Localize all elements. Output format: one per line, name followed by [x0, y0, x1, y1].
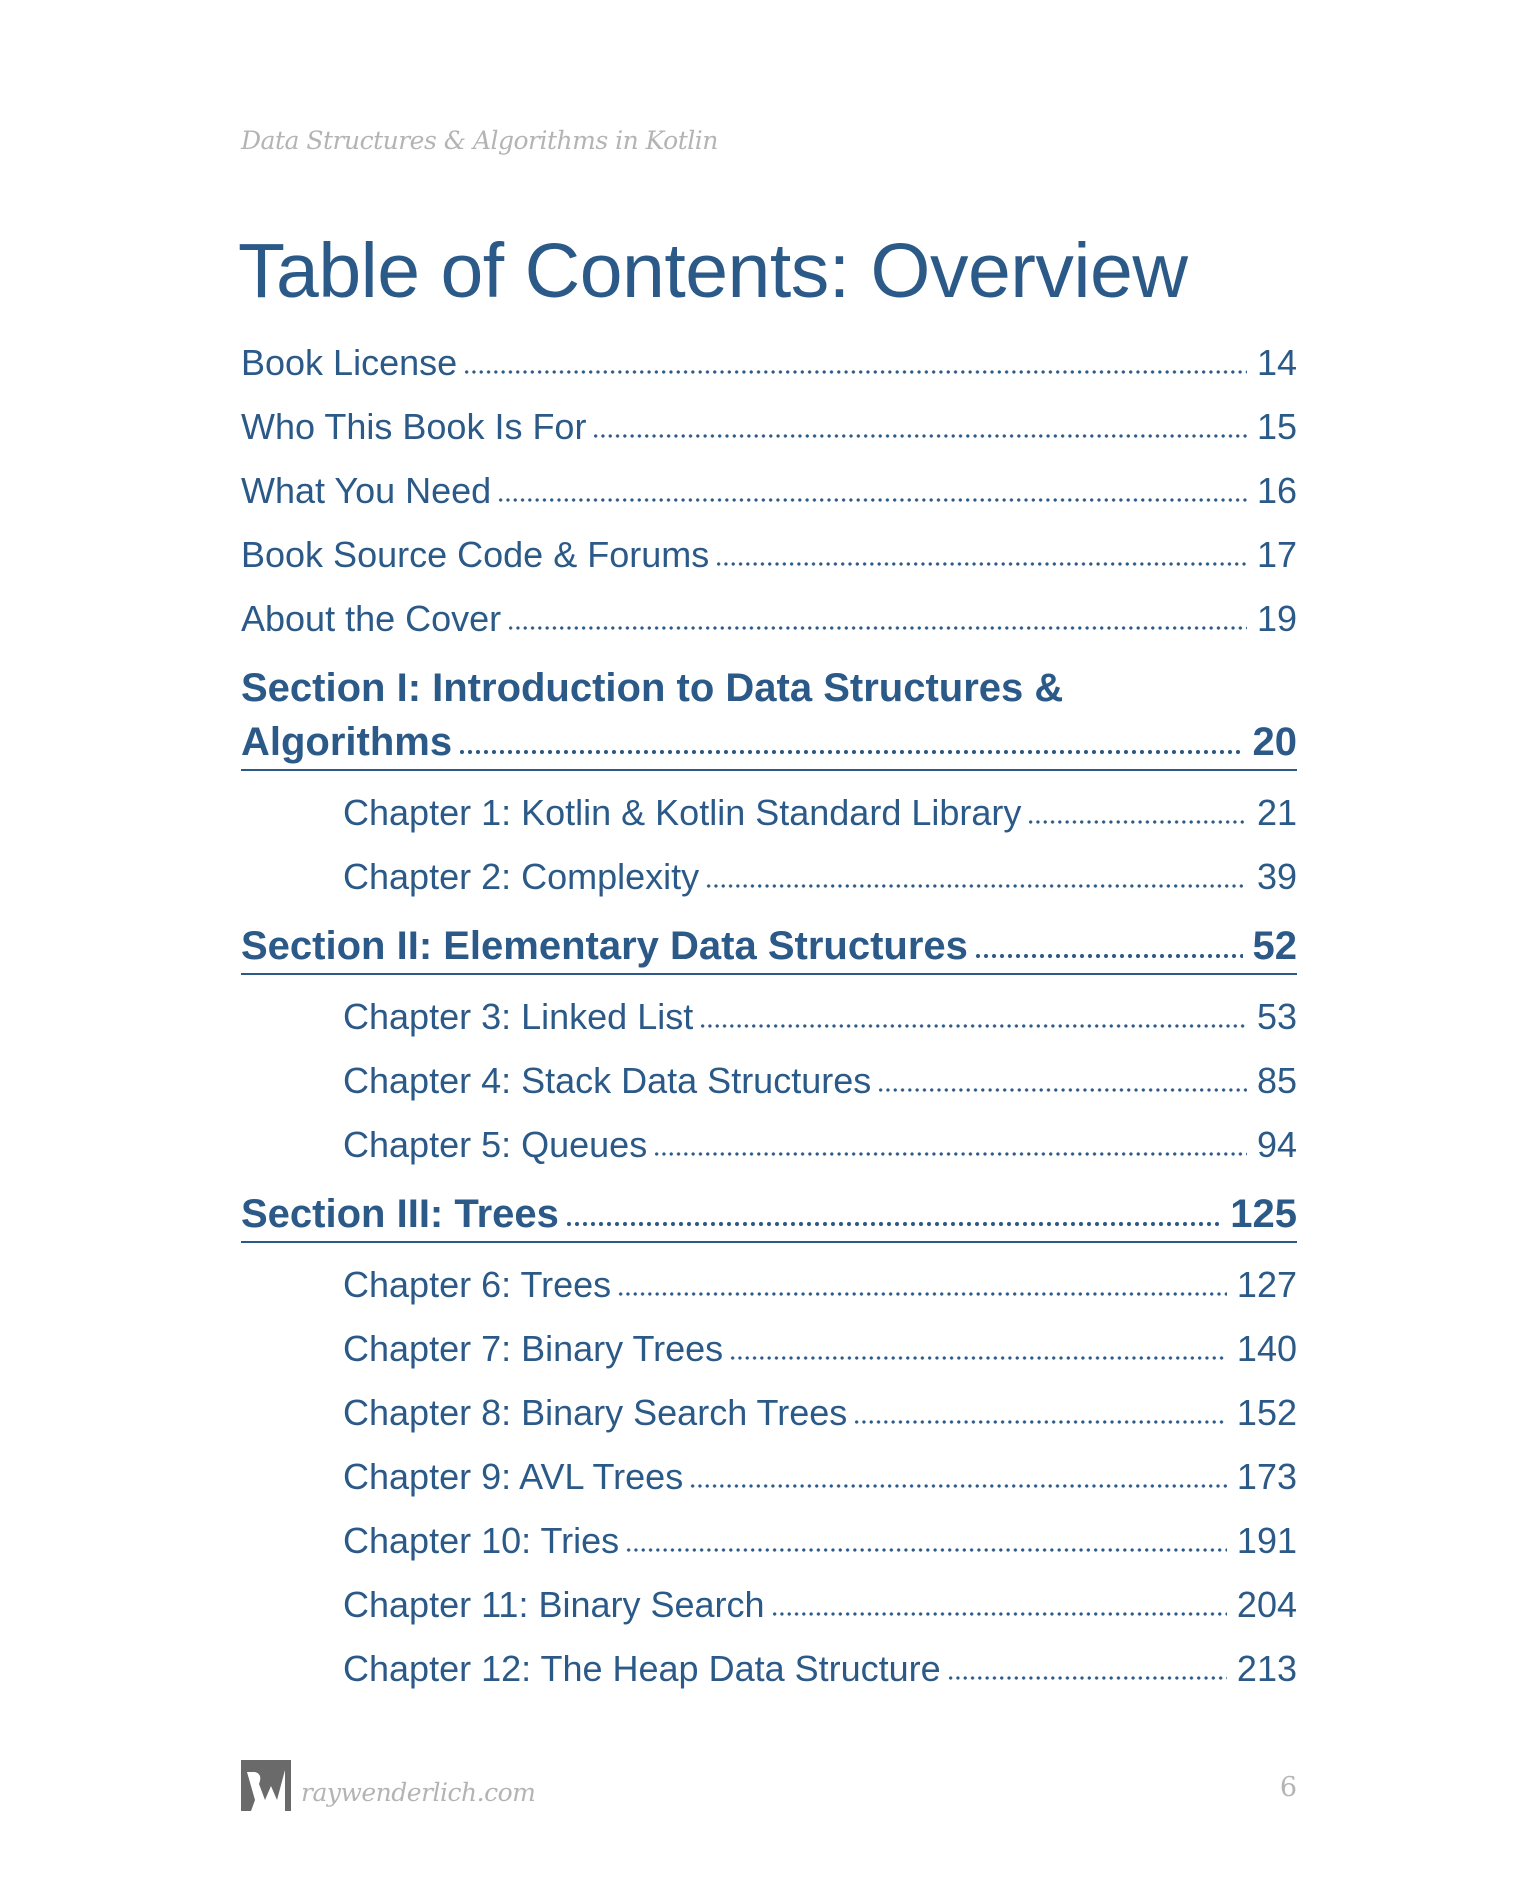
section-title: Section III: Trees — [241, 1192, 559, 1236]
raywenderlich-logo-icon[interactable] — [241, 1760, 291, 1811]
dot-leader — [715, 561, 1247, 567]
section-page: 20 — [1252, 720, 1297, 764]
dot-leader — [625, 1547, 1227, 1553]
entry-page: 204 — [1236, 1584, 1297, 1625]
dot-leader — [1027, 819, 1247, 825]
entry-label: Chapter 11: Binary Search — [343, 1584, 765, 1625]
entry-label: Chapter 6: Trees — [343, 1264, 612, 1305]
entry-page: 15 — [1256, 406, 1297, 447]
entry-label: Chapter 3: Linked List — [343, 996, 694, 1037]
section-heading[interactable] — [241, 661, 1297, 771]
dot-leader — [771, 1611, 1227, 1617]
section-title-line: Algorithms — [241, 720, 453, 764]
entry-page: 14 — [1256, 342, 1297, 383]
entry-label: Chapter 7: Binary Trees — [343, 1328, 724, 1369]
dot-leader — [463, 369, 1247, 375]
entry-page: 53 — [1256, 996, 1297, 1037]
entry-label: About the Cover — [241, 598, 502, 639]
toc-entry[interactable] — [241, 587, 1297, 651]
dot-leader — [617, 1291, 1227, 1297]
entry-label: Who This Book Is For — [241, 406, 587, 447]
chapter-entry[interactable] — [241, 1573, 1297, 1637]
dot-leader — [565, 1221, 1220, 1227]
entry-label: Chapter 8: Binary Search Trees — [343, 1392, 848, 1433]
chapter-entry[interactable] — [241, 1253, 1297, 1317]
dot-leader — [853, 1419, 1227, 1425]
chapter-entry[interactable] — [241, 781, 1297, 845]
entry-page: 16 — [1256, 470, 1297, 511]
section-title-line: Section I: Introduction to Data Structures & — [241, 666, 1064, 710]
entry-page: 85 — [1256, 1060, 1297, 1101]
dot-leader — [947, 1675, 1227, 1681]
page-number: 6 — [1279, 1772, 1297, 1803]
dot-leader — [653, 1151, 1247, 1157]
entry-page: 140 — [1236, 1328, 1297, 1369]
entry-page: 21 — [1256, 792, 1297, 833]
dot-leader — [974, 953, 1243, 959]
dot-leader — [705, 883, 1247, 889]
chapter-entry[interactable] — [241, 1317, 1297, 1381]
dot-leader — [689, 1483, 1227, 1489]
entry-page: 152 — [1236, 1392, 1297, 1433]
section-page: 125 — [1230, 1192, 1297, 1236]
toc-entry[interactable] — [241, 523, 1297, 587]
footer-site-link[interactable]: raywenderlich.com — [301, 1778, 536, 1807]
dot-leader — [877, 1087, 1247, 1093]
dot-leader — [497, 497, 1247, 503]
section-page: 52 — [1252, 924, 1297, 968]
entry-page: 173 — [1236, 1456, 1297, 1497]
entry-page: 19 — [1256, 598, 1297, 639]
entry-page: 17 — [1256, 534, 1297, 575]
running-head: Data Structures & Algorithms in Kotlin — [241, 126, 718, 155]
entry-label: Chapter 4: Stack Data Structures — [343, 1060, 872, 1101]
entry-label: Book License — [241, 342, 458, 383]
toc-entry[interactable] — [241, 331, 1297, 395]
chapter-entry[interactable] — [241, 985, 1297, 1049]
dot-leader — [729, 1355, 1227, 1361]
dot-leader — [507, 625, 1247, 631]
chapter-entry[interactable] — [241, 1049, 1297, 1113]
chapter-entry[interactable] — [241, 1381, 1297, 1445]
entry-page: 213 — [1236, 1648, 1297, 1689]
entry-page: 191 — [1236, 1520, 1297, 1561]
entry-label: Chapter 2: Complexity — [343, 856, 700, 897]
section-heading[interactable] — [241, 919, 1297, 975]
dot-leader — [458, 749, 1242, 755]
entry-label: Chapter 1: Kotlin & Kotlin Standard Library — [343, 792, 1022, 833]
chapter-entry[interactable] — [241, 1113, 1297, 1177]
section-heading[interactable] — [241, 1187, 1297, 1243]
entry-label: Chapter 10: Tries — [343, 1520, 620, 1561]
toc-entry[interactable] — [241, 395, 1297, 459]
entry-label: Chapter 12: The Heap Data Structure — [343, 1648, 941, 1689]
chapter-entry[interactable] — [241, 845, 1297, 909]
entry-label: What You Need — [241, 470, 492, 511]
table-of-contents — [241, 331, 1297, 1701]
dot-leader — [592, 433, 1247, 439]
chapter-entry[interactable] — [241, 1445, 1297, 1509]
entry-label: Book Source Code & Forums — [241, 534, 710, 575]
entry-label: Chapter 9: AVL Trees — [343, 1456, 684, 1497]
page-title: Table of Contents: Overview — [238, 228, 1188, 314]
dot-leader — [699, 1023, 1247, 1029]
toc-entry[interactable] — [241, 459, 1297, 523]
entry-page: 94 — [1256, 1124, 1297, 1165]
chapter-entry[interactable] — [241, 1637, 1297, 1701]
entry-page: 127 — [1236, 1264, 1297, 1305]
section-title: Section II: Elementary Data Structures — [241, 924, 968, 968]
entry-page: 39 — [1256, 856, 1297, 897]
chapter-entry[interactable] — [241, 1509, 1297, 1573]
entry-label: Chapter 5: Queues — [343, 1124, 648, 1165]
